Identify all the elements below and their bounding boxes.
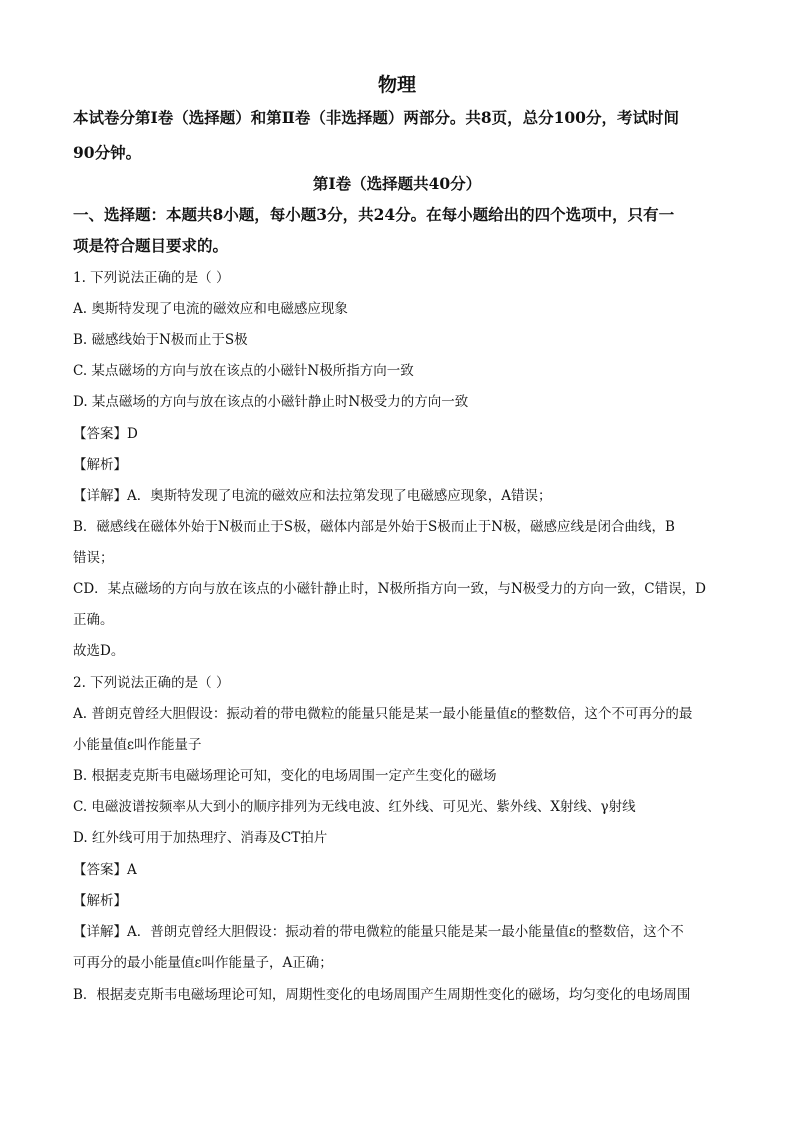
q2-answer: 【答案】A [73,862,137,878]
section1-heading-line-1: 一、选择题：本题共8小题，每小题3分，共24分。在每小题给出的四个选项中，只有一 [73,205,675,224]
q2-option-c: C. 电磁波谱按频率从大到小的顺序排列为无线电波、红外线、可见光、紫外线、X射线、γ射线 [73,799,636,815]
q2-detail-a-line-2: 可再分的最小能量值ε叫作能量子，A正确； [73,955,333,971]
q2-detail-b: B．根据麦克斯韦电磁场理论可知，周期性变化的电场周围产生周期性变化的磁场，均匀变化的电场周围 [73,987,691,1003]
q2-stem: 2. 下列说法正确的是（ ） [73,675,230,691]
q1-option-b: B. 磁感线始于N极而止于S极 [73,332,248,348]
q1-detail-b-line-2: 错误； [73,550,114,566]
intro-line-2: 90分钟。 [73,143,142,162]
q1-stem: 1. 下列说法正确的是（ ） [73,270,230,286]
q1-conclusion: 故选D。 [73,643,125,659]
q1-analysis-label: 【解析】 [73,457,127,473]
q2-analysis-label: 【解析】 [73,893,127,909]
q2-option-d: D. 红外线可用于加热理疗、消毒及CT拍片 [73,830,328,846]
q1-detail-a: 【详解】A．奥斯特发现了电流的磁效应和法拉第发现了电磁感应现象，A错误； [73,488,552,504]
q1-detail-cd-line-1: CD．某点磁场的方向与放在该点的小磁针静止时，N极所指方向一致，与N极受力的方向一致，C错误，D [73,581,706,597]
q1-detail-cd-line-2: 正确。 [73,612,114,628]
part1-heading: 第Ⅰ卷（选择题共40分） [312,174,482,193]
q1-detail-b-line-1: B．磁感线在磁体外始于N极而止于S极，磁体内部是外始于S极而止于N极，磁感应线是闭合曲线，B [73,519,675,535]
q1-option-c: C. 某点磁场的方向与放在该点的小磁针N极所指方向一致 [73,363,414,379]
q1-option-d: D. 某点磁场的方向与放在该点的小磁针静止时N极受力的方向一致 [73,394,469,410]
q2-option-a-line-1: A. 普朗克曾经大胆假设：振动着的带电微粒的能量只能是某一最小能量值ε的整数倍，这个不可再分的最 [73,706,693,722]
intro-line-1: 本试卷分第Ⅰ卷（选择题）和第Ⅱ卷（非选择题）两部分。共8页，总分100分，考试时间 [73,108,679,127]
q1-option-a: A. 奥斯特发现了电流的磁效应和电磁感应现象 [73,301,348,317]
q2-detail-a-line-1: 【详解】A．普朗克曾经大胆假设：振动着的带电微粒的能量只能是某一最小能量值ε的整数倍，这个不 [73,924,684,940]
q2-option-a-line-2: 小能量值ε叫作能量子 [73,737,202,753]
q2-option-b: B. 根据麦克斯韦电磁场理论可知，变化的电场周围一定产生变化的磁场 [73,768,497,784]
q1-answer: 【答案】D [73,426,138,442]
section1-heading-line-2: 项是符合题目要求的。 [73,236,229,255]
page-title: 物理 [377,74,416,96]
